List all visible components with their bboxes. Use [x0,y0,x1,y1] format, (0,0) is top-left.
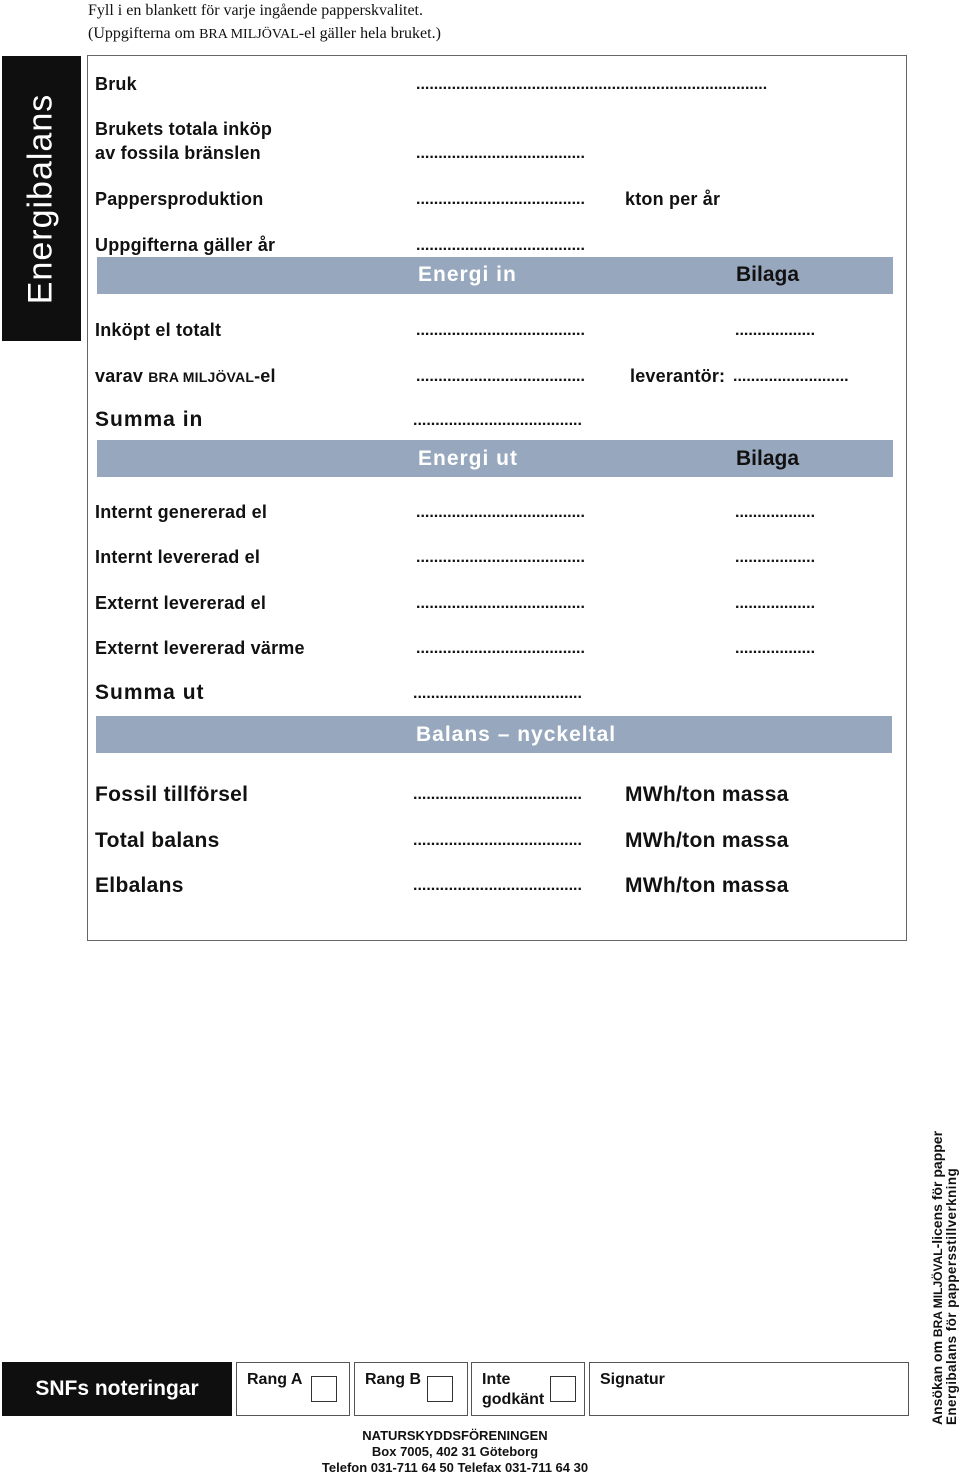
leverantor-label: leverantör: [630,366,726,386]
energi-ut-bilaga: Bilaga [736,447,800,470]
summa-in-field[interactable]: ...................................... [413,412,582,429]
rang-b-checkbox[interactable] [427,1376,453,1402]
footer-phone: Telefon 031-711 64 50 Telefax 031-711 64 30 [321,1460,589,1475]
ut-row-bilaga-field[interactable]: .................. [735,504,816,521]
balans-row-field[interactable]: ...................................... [413,832,582,849]
ut-row-field[interactable]: ...................................... [416,504,585,521]
varav-label [95,366,276,387]
footer-address: Box 7005, 402 31 Göteborg [371,1444,539,1459]
ut-row-bilaga-field[interactable]: .................. [735,640,816,657]
intro-line-2 [88,23,441,46]
intro-line-1: Fyll i en blankett för varje ingående papperskvalitet. [88,2,423,19]
intro-line-2-post: -el gäller hela bruket.) [298,25,441,42]
vertical-title-1-brand: BRA MILJÖVAL [931,1248,945,1338]
notes-heading: SNFs noteringar [2,1362,232,1416]
balans-title: Balans – nyckeltal [416,723,617,746]
inte-godkant-box [471,1362,585,1416]
vertical-title-2: Energibalans för pappersstillverkning [944,1167,959,1425]
rang-b-box [354,1362,468,1416]
ut-row-label: Internt genererad el [95,502,268,522]
leverantor-field[interactable]: .......................... [733,368,849,385]
balans-row-label: Total balans [95,829,220,852]
fossil-purchase-field[interactable]: ...................................... [416,145,585,162]
ut-row-label: Externt levererad el [95,593,267,613]
vertical-title-1 [929,1131,945,1425]
production-label: Pappersproduktion [95,189,264,209]
ut-row-label: Externt levererad värme [95,638,305,658]
bruk-label: Bruk [95,74,137,94]
intro-line-2-brand: BRA MILJÖVAL [199,27,299,42]
rang-a-box [236,1362,350,1416]
production-field[interactable]: ...................................... [416,191,585,208]
balans-row-unit: MWh/ton massa [625,783,789,806]
vertical-title-1-post: -licens för papper [929,1130,945,1249]
balans-row-label: Fossil tillförsel [95,783,249,806]
year-label: Uppgifterna gäller år [95,235,276,255]
bruk-field[interactable]: ............................................................................... [416,76,768,93]
inkopt-label: Inköpt el totalt [95,320,222,340]
ut-row-field[interactable]: ...................................... [416,640,585,657]
inte-godkant-checkbox[interactable] [550,1376,576,1402]
balans-row-unit: MWh/ton massa [625,874,789,897]
side-tab-label: Energibalans [21,93,60,305]
summa-in-label: Summa in [95,408,204,431]
vertical-title-1-pre: Ansökan om [929,1337,945,1425]
rang-b-label: Rang B [365,1371,421,1388]
varav-field[interactable]: ...................................... [416,368,585,385]
ut-row-bilaga-field[interactable]: .................. [735,595,816,612]
rang-a-checkbox[interactable] [311,1376,337,1402]
varav-post: -el [254,366,276,386]
footer-org: NATURSKYDDSFÖRENINGEN [362,1428,548,1443]
production-unit: kton per år [625,189,721,209]
inkopt-bilaga-field[interactable]: .................. [735,322,816,339]
inte-godkant-label [482,1370,544,1410]
ut-row-field[interactable]: ...................................... [416,549,585,566]
ut-row-bilaga-field[interactable]: .................. [735,549,816,566]
energi-in-title: Energi in [418,263,517,286]
fossil-purchase-label-2: av fossila bränslen [95,143,261,163]
fossil-purchase-label-1: Brukets totala inköp [95,119,273,139]
inkopt-field[interactable]: ...................................... [416,322,585,339]
inte-label-1: Inte [482,1371,511,1388]
balans-row-unit: MWh/ton massa [625,829,789,852]
energi-ut-title: Energi ut [418,447,519,470]
varav-brand: BRA MILJÖVAL [148,369,255,385]
energi-in-bilaga: Bilaga [736,263,800,286]
year-field[interactable]: ...................................... [416,237,585,254]
ut-row-label: Internt levererad el [95,547,261,567]
balans-row-field[interactable]: ...................................... [413,786,582,803]
inte-label-2: godkänt [482,1391,545,1408]
balans-row-field[interactable]: ...................................... [413,877,582,894]
signatur-box[interactable] [589,1362,909,1416]
summa-ut-field[interactable]: ...................................... [413,685,582,702]
balans-row-label: Elbalans [95,874,184,897]
side-tab [2,56,81,341]
intro-line-2-pre: (Uppgifterna om [88,25,200,42]
varav-pre: varav [95,366,149,386]
form-frame [87,55,907,941]
summa-ut-label: Summa ut [95,681,205,704]
ut-row-field[interactable]: ...................................... [416,595,585,612]
rang-a-label: Rang A [247,1371,303,1388]
signatur-label: Signatur [600,1371,665,1388]
